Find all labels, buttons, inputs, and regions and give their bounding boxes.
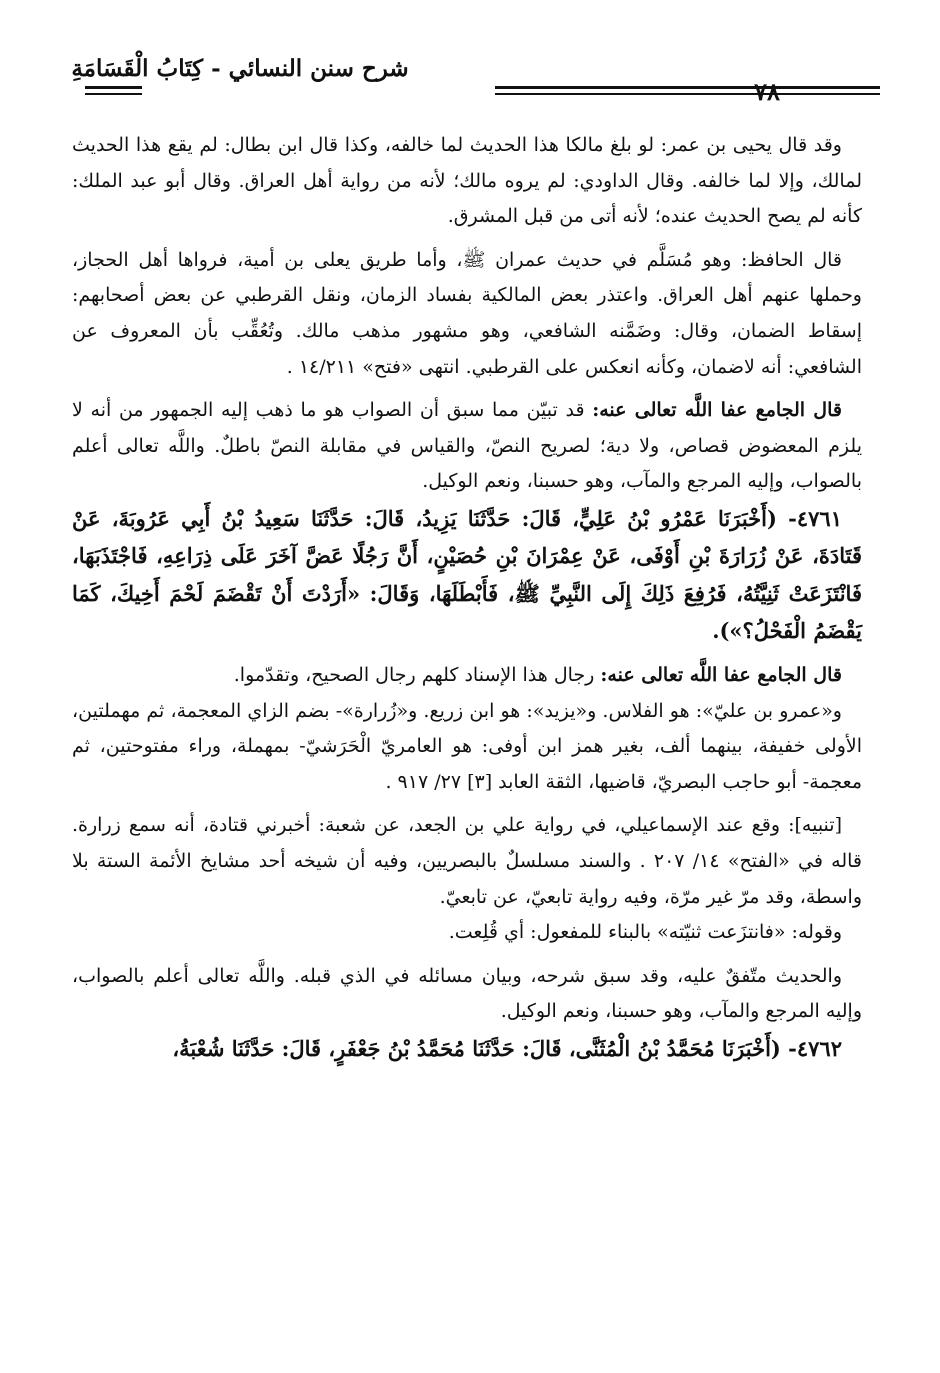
- compiler-note-text: قد تبيّن مما سبق أن الصواب هو ما ذهب إليه الجمهور من أنه لا يلزم المعضوض قصاص، ولا دية؛ لصريح النصّ، والقياس في مقابلة النصّ باطلٌ. واللَّه تعالى أعلم بالصواب، وإليه المرجع والمآب، وهو حسبنا، ونعم الوكيل.: [72, 399, 862, 493]
- page-number-rule-top: [85, 86, 142, 89]
- paragraph-compiler-note-2: [72, 658, 862, 694]
- paragraph-wording: وقوله: «فانتزَعت ثنيّته» بالبناء للمفعول: أي قُلِعت.: [448, 921, 842, 944]
- paragraph-commentary-1: وقد قال يحيى بن عمر: لو بلغ مالكا هذا الحديث لما خالفه، وكذا قال ابن بطال: لم يقع هذا الحديث لمالك، وإلا لما خالفه. وقال الداودي: لم يروه مالك؛ لأنه من رواية أهل العراق. وقال أبو عبد الملك: كأنه لم يصح الحديث عنده؛ لأنه أتى من قبل المشرق.: [72, 134, 862, 228]
- header-rule-bottom: [495, 93, 880, 95]
- hadith-4761: ٤٧٦١- (أَخْبَرَنَا عَمْرُو بْنُ عَلِيٍّ، قَالَ: حَدَّثَنَا يَزِيدُ، قَالَ: حَدَّثَنَا سَعِيدُ بْنُ أَبِي عَرُوبَةَ، عَنْ قَتَادَةَ، عَنْ زُرَارَةَ بْنِ أَوْفَى، عَنْ عِمْرَانَ بْنِ حُصَيْنٍ، أَنَّ رَجُلًا عَضَّ آخَرَ عَلَى ذِرَاعِهِ، فَاجْتَذَبَهَا، فَانْتَزَعَتْ ثَنِيَّتُهُ، فَرُفِعَ ذَلِكَ إِلَى النَّبِيِّ ﷺ، فَأَبْطَلَهَا، وَقَالَ: «أَرَدْتَ أَنْ تَقْضَمَ لَحْمَ أَخِيكَ، كَمَا يَقْضَمُ الْفَحْلُ؟»).: [72, 505, 862, 644]
- text-body: [72, 128, 862, 1067]
- header-rule-top: [495, 86, 880, 89]
- compiler-note-lead: قال الجامع عفا اللَّه تعالى عنه:: [592, 399, 842, 422]
- paragraph-tanbih: [تنبيه]: وقع عند الإسماعيلي، في رواية علي بن الجعد، عن شعبة: أخبرني قتادة، أنه سمع زرارة. قاله في «الفتح» ١٤/ ٢٠٧ . والسند مسلسلٌ بالبصريين، وفيه أن شيخه أحد مشايخ الأئمة الستة بلا واسطة، وقد مرّ غير مرّة، وفيه رواية تابعيّ، عن تابعيّ.: [72, 814, 863, 908]
- hadith-4762: ٤٧٦٢- (أَخْبَرَنَا مُحَمَّدُ بْنُ الْمُثَنَّى، قَالَ: حَدَّثَنَا مُحَمَّدُ بْنُ جَعْفَرٍ، قَالَ: حَدَّثَنَا شُعْبَةُ،: [172, 1035, 842, 1061]
- paragraph-hafiz-quote: قال الحافظ: وهو مُسَلَّم في حديث عمران ﷺ، وأما طريق يعلى بن أمية، فرواها أهل الحجاز، وحملها عنهم أهل العراق. واعتذر بعض المالكية بفساد الزمان، ونقل القرطبي عن بعض أصحابهم: إسقاط الضمان، وقال: وضَمَّنه الشافعي، وهو مشهور مذهب مالك. وتُعُقِّب بأن المعروف عن الشافعي: أنه لاضمان، وكأنه انعكس على القرطبي. انتهى «فتح» ١٤/٢١١ .: [72, 248, 862, 378]
- paragraph-compiler-note-1: [72, 393, 862, 500]
- compiler-note-text: رجال هذا الإسناد كلهم رجال الصحيح، وتقدّموا.: [233, 663, 601, 686]
- page-number-rule-bottom: [85, 93, 142, 95]
- paragraph-conclusion: والحديث متّفقٌ عليه، وقد سبق شرحه، وبيان مسائله في الذي قبله. واللَّه تعالى أعلم بالصواب، وإليه المرجع والمآب، وهو حسبنا، ونعم الوكيل.: [72, 964, 862, 1023]
- compiler-note-lead: قال الجامع عفا اللَّه تعالى عنه:: [600, 663, 842, 686]
- running-title: شرح سنن النسائي - كِتَابُ الْقَسَامَةِ: [71, 55, 409, 82]
- paragraph-narrators: و«عمرو بن عليّ»: هو الفلاس. و«يزيد»: هو ابن زريع. و«زُرارة»- بضم الزاي المعجمة، ثم مهملتين، الأولى خفيفة، بينهما ألف، بغير همز ابن أوفى: هو العامريّ الْحَرَشيّ- بمهملة، وراء مفتوحتين، ثم معجمة- أبو حاجب البصريّ، قاضيها، الثقة العابد [٣] ٢٧/ ٩١٧ .: [72, 699, 862, 793]
- page-number: ٧٨: [754, 77, 780, 106]
